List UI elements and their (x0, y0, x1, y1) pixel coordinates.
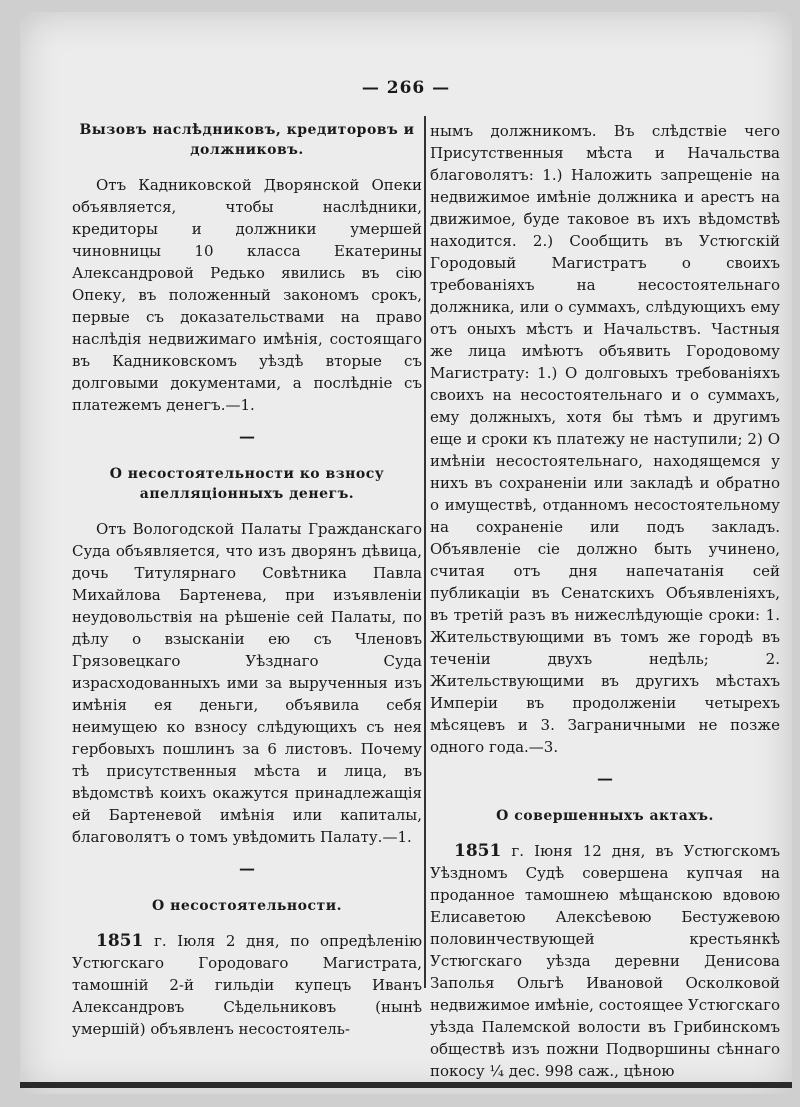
notice-text: г. Іюня 12 дня, въ Устюгскомъ Уѣздномъ Судѣ совершена купчая на проданное тамошнею мѣщанскою вдовою Елисаветою Алексѣевою Бестужевою половинчествующей крестьянкѣ Устюгскаго уѣзда деревни Денисова Заполья Ольгѣ Ивановой Осколковой недвижимое имѣніе, состоящее Устюгскаго уѣзда Палемской волости въ Грибинскомъ обществѣ изъ пожни Подворшины сѣннаго покосу ¼ дес. 998 саж., цѣною (430, 842, 780, 1080)
heading-appeal-insolvency: О несостоятельности ко взносу апелляціонныхъ денегъ. (109, 466, 385, 502)
notice-ustyug-magistrate (72, 930, 422, 1040)
section-separator: — (597, 769, 613, 788)
notice-ustyug-court (430, 840, 780, 1082)
notice-text: г. Іюля 2 дня, по опредѣленію Устюгскаго Городоваго Магистрата, тамошній 2-й гильдіи купецъ Иванъ Александровъ Сѣдельниковъ (нынѣ умершій) объявленъ несостоятель- (72, 932, 422, 1038)
notice-continuation: нымъ должникомъ. Въ слѣдствіе чего Присутственныя мѣста и Начальства благоволятъ: 1.) Наложить запрещеніе на недвижимое имѣніе должника и арестъ на движимое, буде таковое въ ихъ вѣдомствѣ находится. 2.) Сообщить въ Устюгскій Городовый Магистратъ о своихъ требованіяхъ на несостоятельнаго должника, или о суммахъ, слѣдующихъ ему отъ оныхъ мѣстъ и Начальствъ. Частныя же лица имѣютъ объявить Городовому Магистрату: 1.) О долговыхъ требованіяхъ своихъ на несостоятельнаго и о суммахъ, ему должныхъ, хотя бы тѣмъ и другимъ еще и сроки къ платежу не наступили; 2) О имѣніи несостоятельнаго, находящемся у нихъ въ сохраненіи или закладѣ и обратно о имуществѣ, отданномъ несостоятельному на сохраненіе или подъ закладъ. Объявленіе сіе должно быть учинено, считая отъ дня напечатанія сей публикаціи въ Сенатскихъ Объявленіяхъ, въ третій разъ въ нижеслѣдующіе сроки: 1. Жительствующими въ томъ же городѣ въ теченіи двухъ недѣль; 2. Жительствующими въ другихъ мѣстахъ Имперіи въ продолженіи четырехъ мѣсяцевъ и 3. Заграничными не позже одного года.—3. (430, 122, 780, 756)
column-divider (424, 116, 426, 988)
notice-kadnikov-guardianship: Отъ Кадниковской Дворянской Опеки объявляется, чтобы наслѣдники, кредиторы и должники умершей чиновницы 10 класса Екатерины Александровой Редько явились въ сію Опеку, въ положенный закономъ срокъ, первые съ доказательствами на право наслѣдія недвижимаго имѣнія, состоящаго въ Кадниковскомъ уѣздѣ вторые съ долговыми документами, а послѣдніе съ платежемъ денегъ.—1. (72, 176, 422, 414)
page-number: — 266 — (361, 78, 451, 98)
section-separator: — (239, 859, 255, 878)
notice-year: 1851 (454, 841, 502, 861)
heading-completed-acts: О совершенныхъ актахъ. (496, 808, 714, 824)
left-column (72, 120, 422, 1040)
section-separator: — (239, 427, 255, 446)
page-bottom-edge (20, 1082, 792, 1088)
notice-vologda-chamber: Отъ Вологодской Палаты Гражданскаго Суда объявляется, что изъ дворянъ дѣвица, дочь Титулярнаго Совѣтника Павла Михайлова Бартенева, при изъявленіи неудовольствія на рѣшеніе сей Палаты, по дѣлу о взысканіи ею съ Членовъ Грязовецкаго Уѣзднаго Суда израсходованныхъ ими за вырученныя изъ имѣнія ея деньги, объявила себя неимущею ко взносу слѣдующихъ съ нея гербовыхъ пошлинъ за 6 листовъ. Почему тѣ присутственныя мѣста и лица, въ вѣдомствѣ коихъ окажутся принадлежащія ей Бартеневой имѣнія или капиталы, благоволятъ о томъ увѣдомить Палату.—1. (72, 520, 422, 846)
heading-heirs-summons: Вызовъ наслѣдниковъ, кредиторовъ и должниковъ. (79, 122, 415, 158)
heading-insolvency: О несостоятельности. (152, 898, 342, 914)
notice-year: 1851 (96, 931, 144, 951)
newspaper-page (20, 12, 792, 1094)
right-column (430, 120, 780, 1082)
